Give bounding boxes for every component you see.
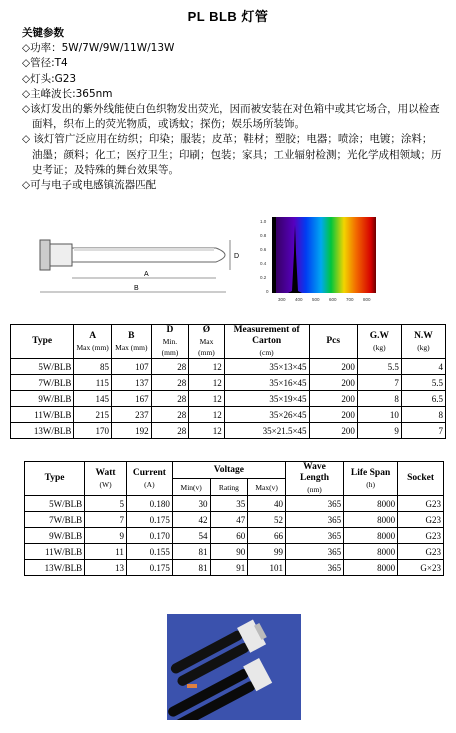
cell: 28 [151, 407, 189, 423]
table-row [11, 391, 446, 407]
cell: 30 [172, 496, 210, 512]
dim-label-d: D [234, 253, 240, 260]
cell: 81 [172, 544, 210, 560]
cell: 40 [248, 496, 286, 512]
cell: 365 [285, 528, 343, 544]
col-carton: Measurement of Carton (cm) [224, 325, 309, 359]
cell: 365 [285, 544, 343, 560]
col-a: A Max (mm) [74, 325, 112, 359]
cell: 5.5 [357, 359, 401, 375]
key-parameters [22, 26, 442, 193]
y-tick: 0 [266, 289, 269, 294]
param-applications: ◇ 该灯管广泛应用在纺织；印染；服装；皮革；鞋材；塑胶；电器；喷涂；电镀；涂料；油墨；颜料；化工；医疗卫生；印刷；包装；家具；工业辐射检测；光化学成相领域；历史考证；及特殊的舞台效果等。 [22, 133, 442, 176]
cell: 11W/BLB [11, 407, 74, 423]
col-voltage-max: Max(v) [248, 479, 286, 496]
col-type: Type [11, 325, 74, 359]
cell: 137 [111, 375, 151, 391]
y-tick: 0.2 [260, 275, 267, 280]
cell: 200 [309, 375, 357, 391]
cell: 28 [151, 391, 189, 407]
cell: 5W/BLB [11, 359, 74, 375]
x-tick: 300 [278, 297, 286, 302]
table-row [25, 528, 444, 544]
cell: 115 [74, 375, 112, 391]
cell: 35×16×45 [224, 375, 309, 391]
table-row [25, 560, 444, 576]
y-tick: 0.8 [260, 233, 267, 238]
cell: 35×13×45 [224, 359, 309, 375]
cell: 12 [189, 407, 224, 423]
y-tick: 0.6 [260, 247, 267, 252]
cell: 28 [151, 359, 189, 375]
cell: 90 [210, 544, 248, 560]
table-row [25, 496, 444, 512]
col-type: Type [25, 462, 85, 496]
cell: 42 [172, 512, 210, 528]
col-voltage: Voltage [172, 462, 285, 479]
cell: 0.175 [126, 512, 172, 528]
cell: 5W/BLB [25, 496, 85, 512]
cell: 28 [151, 375, 189, 391]
cell: 54 [172, 528, 210, 544]
cell: 6.5 [401, 391, 445, 407]
cell: 200 [309, 407, 357, 423]
col-voltage-rating: Rating [210, 479, 248, 496]
spectrum-image [258, 213, 378, 305]
cell: 9 [357, 423, 401, 439]
x-tick: 600 [329, 297, 337, 302]
cell: 9W/BLB [25, 528, 85, 544]
cell: 8000 [344, 512, 398, 528]
x-tick: 800 [363, 297, 371, 302]
cell: 47 [210, 512, 248, 528]
cell: 81 [172, 560, 210, 576]
param-diameter: ◇管径:T4 [22, 57, 68, 70]
cell: 200 [309, 391, 357, 407]
col-voltage-min: Min(v) [172, 479, 210, 496]
lamp-tubes-image [167, 614, 301, 720]
cell: 365 [285, 496, 343, 512]
col-gw: G.W (kg) [357, 325, 401, 359]
cell: 7W/BLB [25, 512, 85, 528]
cell: 5.5 [401, 375, 445, 391]
cell: 107 [111, 359, 151, 375]
table-header-row [11, 325, 446, 359]
cell: 365 [285, 560, 343, 576]
cell: 200 [309, 359, 357, 375]
table-row [11, 423, 446, 439]
cell: 8 [401, 407, 445, 423]
cell: 237 [111, 407, 151, 423]
cell: 167 [111, 391, 151, 407]
dim-label-b: B [134, 285, 139, 292]
cell: 11 [85, 544, 127, 560]
cell: 35×26×45 [224, 407, 309, 423]
params-heading: 关键参数 [22, 27, 64, 39]
cell: 7 [401, 423, 445, 439]
cell: G23 [398, 528, 444, 544]
cell: 7 [85, 512, 127, 528]
table-row [11, 375, 446, 391]
dimensions-table [10, 324, 446, 439]
x-tick: 700 [346, 297, 354, 302]
x-tick: 400 [295, 297, 303, 302]
col-current: Current (A) [126, 462, 172, 496]
cell: G23 [398, 544, 444, 560]
table-row [11, 359, 446, 375]
product-photo [167, 614, 301, 720]
col-diameter: Ø Max (mm) [189, 325, 224, 359]
cell: 35 [210, 496, 248, 512]
cell: G23 [398, 496, 444, 512]
cell: 8000 [344, 528, 398, 544]
cell: 66 [248, 528, 286, 544]
cell: 35×21.5×45 [224, 423, 309, 439]
cell: 99 [248, 544, 286, 560]
cell: 215 [74, 407, 112, 423]
cell: 9W/BLB [11, 391, 74, 407]
cell: 8000 [344, 544, 398, 560]
table-row [25, 544, 444, 560]
cell: 12 [189, 391, 224, 407]
cell: 0.180 [126, 496, 172, 512]
col-wavelength: Wave Length (nm) [285, 462, 343, 496]
x-tick: 500 [312, 297, 320, 302]
cell: 13W/BLB [11, 423, 74, 439]
param-ballast: ◇可与电子或电感镇流器匹配 [22, 179, 157, 192]
lamp-dimension-diagram [38, 218, 248, 310]
param-peak-wavelength: ◇主峰波长:365nm [22, 87, 113, 100]
y-tick: 1.0 [260, 219, 267, 224]
cell: 10 [357, 407, 401, 423]
cell: 365 [285, 512, 343, 528]
cell: 0.155 [126, 544, 172, 560]
cell: 8000 [344, 496, 398, 512]
cell: 8 [357, 391, 401, 407]
cell: 170 [74, 423, 112, 439]
cell: 85 [74, 359, 112, 375]
cell: 8000 [344, 560, 398, 576]
page-title: PL BLB 灯管 [187, 9, 269, 24]
col-d: D Min. (mm) [151, 325, 189, 359]
cell: 52 [248, 512, 286, 528]
cell: 12 [189, 375, 224, 391]
cell: 101 [248, 560, 286, 576]
cell: G23 [398, 512, 444, 528]
table-header-row [25, 462, 444, 479]
electrical-table [24, 461, 444, 576]
cell: 13W/BLB [25, 560, 85, 576]
cell: 0.170 [126, 528, 172, 544]
cell: 200 [309, 423, 357, 439]
cell: 35×19×45 [224, 391, 309, 407]
cell: 13 [85, 560, 127, 576]
col-nw: N.W (kg) [401, 325, 445, 359]
col-socket: Socket [398, 462, 444, 496]
col-watt: Watt (W) [85, 462, 127, 496]
cell: 4 [401, 359, 445, 375]
cell: 192 [111, 423, 151, 439]
table-row [11, 407, 446, 423]
dim-label-a: A [144, 271, 149, 278]
cell: G×23 [398, 560, 444, 576]
cell: 12 [189, 359, 224, 375]
cell: 91 [210, 560, 248, 576]
col-pcs: Pcs [309, 325, 357, 359]
param-description: ◇该灯发出的紫外线能使白色织物发出荧光，因而被安装在对色箱中或其它场合，用以检查面料，织布上的荧光物质，或诱蚊；探伤；娱乐场所装饰。 [22, 103, 440, 131]
cell: 60 [210, 528, 248, 544]
cell: 9 [85, 528, 127, 544]
cell: 0.175 [126, 560, 172, 576]
cell: 12 [189, 423, 224, 439]
cell: 5 [85, 496, 127, 512]
table-row [25, 512, 444, 528]
cell: 7W/BLB [11, 375, 74, 391]
cell: 145 [74, 391, 112, 407]
cell: 7 [357, 375, 401, 391]
cell: 28 [151, 423, 189, 439]
param-base: ◇灯头:G23 [22, 72, 77, 85]
y-tick: 0.4 [260, 261, 267, 266]
col-lifespan: Life Span (h) [344, 462, 398, 496]
param-power: ◇功率：5W/7W/9W/11W/13W [22, 42, 175, 55]
col-b: B Max (mm) [111, 325, 151, 359]
cell: 11W/BLB [25, 544, 85, 560]
